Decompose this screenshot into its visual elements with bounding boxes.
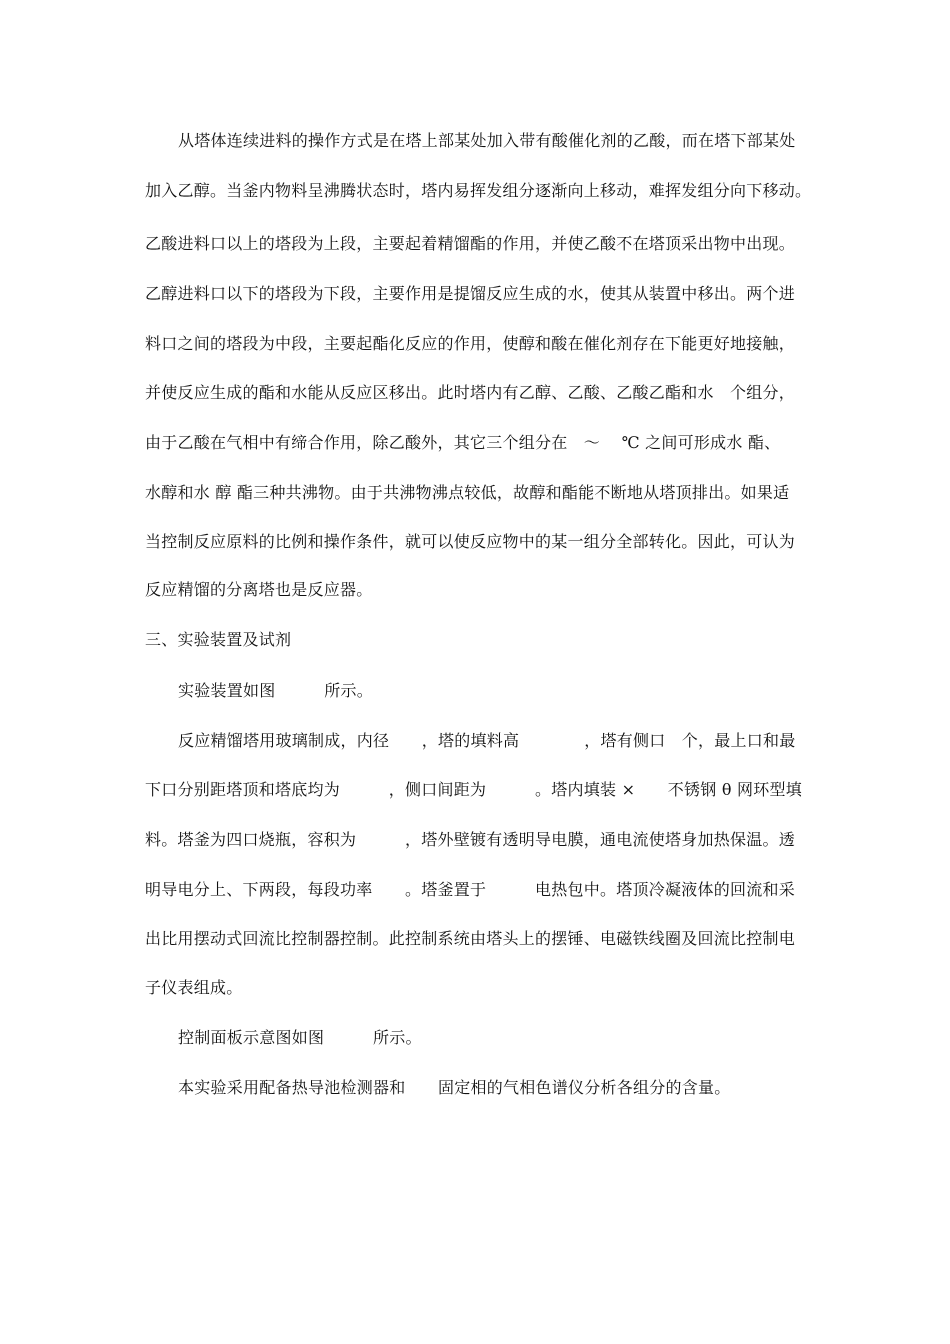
paragraph-line: 本实验采用配备热导池检测器和 固定相的气相色谱仪分析各组分的含量。 [178, 1078, 731, 1097]
section-heading: 三、实验装置及试剂 [145, 630, 292, 649]
paragraph-line: 料。塔釜为四口烧瓶，容积为 ，塔外壁镀有透明导电膜，通电流使塔身加热保温。透 [145, 830, 796, 849]
paragraph-line: 由于乙酸在气相中有缔合作用，除乙酸外，其它三个组分在 ～ ℃ 之间可形成水 酯、 [145, 433, 781, 452]
paragraph-line: 乙醇进料口以下的塔段为下段，主要作用是提馏反应生成的水，使其从装置中移出。两个进 [145, 284, 796, 303]
paragraph-line: 实验装置如图 所示。 [178, 681, 374, 700]
paragraph-line: 乙酸进料口以上的塔段为上段，主要起着精馏酯的作用，并使乙酸不在塔顶采出物中出现。 [145, 234, 796, 253]
paragraph-line: 反应精馏塔用玻璃制成，内径 ，塔的填料高 ，塔有侧口 个，最上口和最 [178, 731, 796, 750]
paragraph-line: 出比用摆动式回流比控制器控制。此控制系统由塔头上的摆锤、电磁铁线圈及回流比控制电 [145, 929, 796, 948]
paragraph-line: 并使反应生成的酯和水能从反应区移出。此时塔内有乙醇、乙酸、乙酸乙酯和水 个组分， [145, 383, 796, 402]
paragraph-line: 料口之间的塔段为中段，主要起酯化反应的作用，使醇和酸在催化剂存在下能更好地接触， [145, 334, 796, 353]
paragraph-line: 下口分别距塔顶和塔底均为 ，侧口间距为 。塔内填装 × 不锈钢 θ 网环型填 [145, 780, 803, 799]
paragraph-line: 当控制反应原料的比例和操作条件，就可以使反应物中的某一组分全部转化。因此，可认为 [145, 532, 796, 551]
paragraph-line: 从塔体连续进料的操作方式是在塔上部某处加入带有酸催化剂的乙酸，而在塔下部某处 [178, 131, 796, 150]
paragraph-line: 控制面板示意图如图 所示。 [178, 1028, 422, 1047]
paragraph-line: 加入乙醇。当釜内物料呈沸腾状态时，塔内易挥发组分逐渐向上移动，难挥发组分向下移动。 [145, 181, 812, 200]
paragraph-line: 水醇和水 醇 酯三种共沸物。由于共沸物沸点较低，故醇和酯能不断地从塔顶排出。如果适 [145, 483, 790, 502]
paragraph-line: 反应精馏的分离塔也是反应器。 [145, 580, 373, 599]
paragraph-line: 子仪表组成。 [145, 978, 243, 997]
paragraph-line: 明导电分上、下两段，每段功率 。塔釜置于 电热包中。塔顶冷凝液体的回流和采 [145, 880, 796, 899]
